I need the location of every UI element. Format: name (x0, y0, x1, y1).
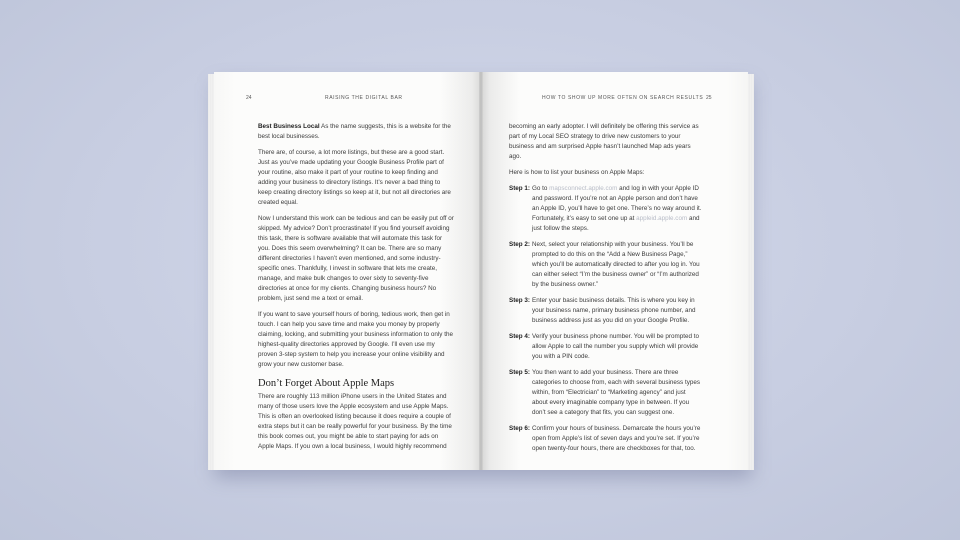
step-4 (509, 332, 703, 362)
step-text-part: Go to (532, 185, 550, 192)
step-text: Next, select your relationship with your business. You’ll be prompted to do this on the “Add a New Business Page,” which you’ll be automatically directed to after you log in. You can either select “I’m the business owner” or “I’m authorized by the business owner.” (532, 241, 700, 288)
bold-term: Best Business Local (258, 123, 320, 130)
step-label: Step 5: (509, 369, 530, 376)
paragraph: becoming an early adopter. I will definitely be offering this service as part of my Local SEO strategy to drive new customers to your business and am surprised Apple hasn’t launched Map ads years ago. (509, 123, 699, 160)
appleid-link[interactable]: appleid.apple.com (636, 215, 688, 222)
step-text: You then want to add your business. There are three categories to choose from, each with several business types within, from “Electrician” to “Marketing agency” and just about every imaginable company type in between. If you don’t see a category that fits, you can suggest one. (532, 369, 701, 416)
step-text: Enter your basic business details. This is where you key in your business name, primary business phone number, and business address just as you did on your Google Profile. (532, 297, 696, 324)
right-page-body (509, 122, 703, 460)
left-running-head: RAISING THE DIGITAL BAR (325, 95, 403, 101)
step-text-part: and just follow the steps. (532, 215, 700, 232)
mapsconnect-link[interactable]: mapsconnect.apple.com (549, 185, 618, 192)
left-page-number: 24 (246, 95, 252, 101)
step-text-part: and log in with your Apple ID and password. If you’re not an Apple person and don’t have an Apple ID, you’ll have to get one. There’s no way around it. Fortunately, it’s easy to set one up at (532, 185, 702, 222)
paragraph: There are roughly 113 million iPhone users in the United States and many of those users love the Apple ecosystem and use Apple Maps. This is often an overlooked listing because it does require a couple of extra steps but it can be really powerful for your business. By the time this book comes out, you might be able to start paying for ads on Apple Maps. If you own a local business, I would highly recommend (258, 393, 452, 450)
step-label: Step 6: (509, 425, 530, 432)
right-running-head: HOW TO SHOW UP MORE OFTEN ON SEARCH RESULTS (542, 95, 704, 101)
section-heading: Don’t Forget About Apple Maps (258, 378, 395, 389)
paragraph (258, 122, 454, 142)
step-label: Step 4: (509, 333, 530, 340)
step-text: Confirm your hours of business. Demarcate the hours you’re open from Apple’s list of seven days and you’re set. If you’re open twenty-four hours, there are checkboxes for that, too. (532, 425, 701, 452)
step-2 (509, 240, 703, 290)
paragraph: If you want to save yourself hours of boring, tedious work, then get in touch. I can help you save time and make you money by properly claiming, locking, and submitting your business information to only the highest-quality directories approved by Google. I’ll even use my proven 3-step system to help you increase your online visibility and grow your new customer base. (258, 311, 453, 368)
step-6 (509, 424, 703, 454)
left-page-body (258, 122, 454, 458)
step-text: Verify your business phone number. You will be prompted to allow Apple to call the number you supply which will provide you with a PIN code. (532, 333, 699, 360)
step-label: Step 2: (509, 241, 530, 248)
step-1 (509, 184, 703, 234)
step-3 (509, 296, 703, 326)
paragraph: Here is how to list your business on Apple Maps: (509, 169, 645, 176)
paragraph-text: As the name suggests, this is a website for the best local businesses. (258, 123, 451, 140)
step-label: Step 1: (509, 185, 530, 192)
paragraph: Now I understand this work can be tedious and can be easily put off or skipped. My advice? Don’t procrastinate! If you find yourself avoiding this task, there is software available that will automate this task for you. Does this seem overwhelming? It can be. There are so many different directories I haven’t even mentioned, and some industry-specific ones. Thankfully, I invest in software that lets me create, manage, and make bulk changes to over sixty to seventy-five directories at once for my clients. Changing business hours? No problem, just send me a text or email. (258, 215, 454, 302)
book-gutter (479, 72, 483, 470)
right-page-number: 25 (706, 95, 712, 101)
step-text (532, 184, 703, 234)
step-label: Step 3: (509, 297, 530, 304)
step-5 (509, 368, 703, 418)
paragraph: There are, of course, a lot more listings, but these are a good start. Just as you’ve made updating your Google Business Profile part of your routine, also make it part of your routine to keep finding and adding your business to directory listings. It’s never a bad thing to keep creating directory listings so keep at it, but not all directories are created equal. (258, 149, 451, 206)
